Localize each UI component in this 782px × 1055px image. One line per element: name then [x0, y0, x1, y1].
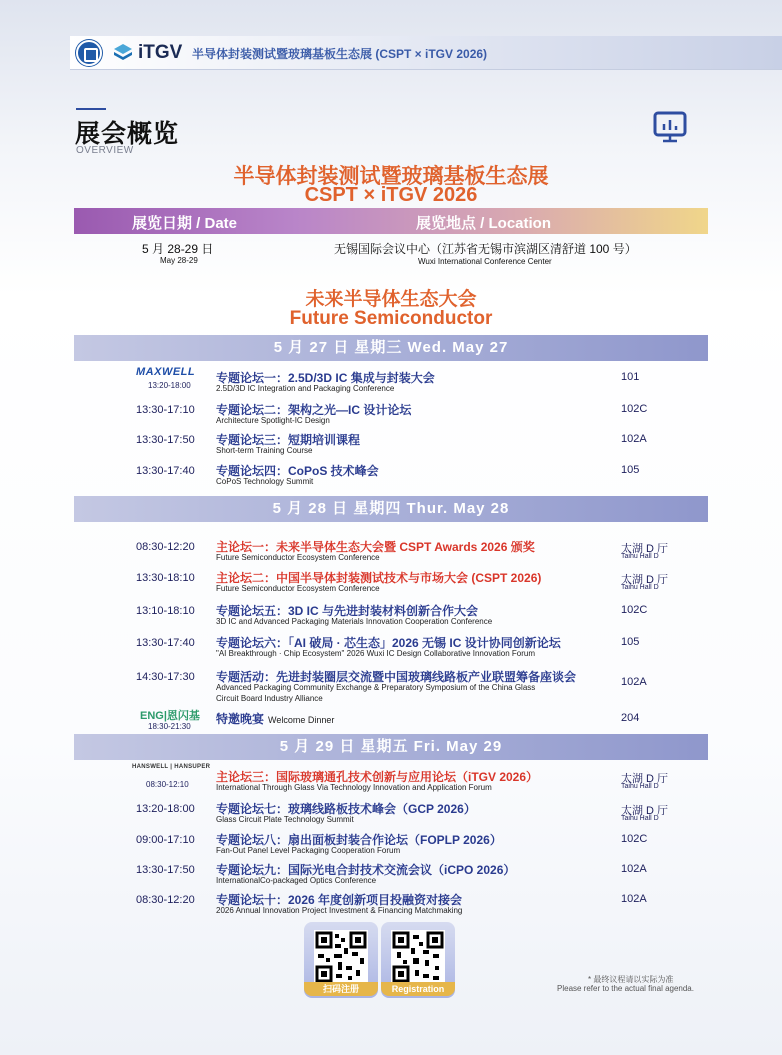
session-room: 太湖 D 厅	[621, 543, 669, 555]
session-title: 主论坛二：中国半导体封装测试技术与市场大会 (CSPT 2026)	[216, 571, 542, 585]
session-room: 101	[621, 371, 640, 383]
session-row	[0, 764, 782, 798]
agenda-note-en: Please refer to the actual final agenda.	[557, 984, 694, 993]
session-time: 08:30-12:20	[136, 541, 195, 553]
session-time: 14:30-17:30	[136, 671, 195, 683]
session-room: 204	[621, 712, 640, 724]
session-title: 专题论坛六：「AI 破局 · 芯生态」2026 无锡 IC 设计协同创新论坛	[216, 636, 561, 650]
overview-subtitle: OVERVIEW	[76, 145, 134, 156]
session-room: 102C	[621, 833, 648, 845]
eng-logo: ENG|恩闪基	[140, 710, 200, 722]
session-subtitle: Short-term Training Course	[216, 446, 313, 455]
session-row	[0, 401, 782, 431]
session-title: 专题论坛三：短期培训课程	[216, 433, 361, 447]
session-subtitle: CoPoS Technology Summit	[216, 477, 314, 486]
date-header: 展览日期 / Date	[132, 215, 238, 232]
session-subtitle: 3D IC and Advanced Packaging Materials Innovation Cooperation Conference	[216, 617, 493, 626]
session-row	[0, 431, 782, 461]
session-room: 105	[621, 636, 640, 648]
qr-card-cn[interactable]	[304, 922, 378, 998]
session-room: 太湖 D 厅	[621, 773, 669, 785]
session-subtitle: Architecture Spotlight-IC Design	[216, 416, 330, 425]
session-title: 主论坛一：未来半导体生态大会暨 CSPT Awards 2026 颁奖	[216, 540, 535, 554]
itgv-logo-text: iTGV	[138, 42, 183, 63]
header-title: 半导体封装测试暨玻璃基板生态展 (CSPT × iTGV 2026)	[192, 47, 488, 61]
exhibition-date-cn: 5 月 28-29 日	[142, 242, 214, 256]
session-row	[0, 634, 782, 664]
session-room: 102C	[621, 604, 648, 616]
session-title: 主论坛三：国际玻璃通孔技术创新与应用论坛（iTGV 2026）	[216, 770, 539, 784]
session-subtitle: Advanced Packaging Community Exchange & Preparatory Symposium of the China Glass	[216, 683, 536, 692]
session-room: 102A	[621, 893, 647, 905]
session-row	[0, 602, 782, 632]
session-row	[0, 538, 782, 568]
session-time: 13:30-17:40	[136, 637, 195, 649]
session-time: 13:30-17:10	[136, 404, 195, 416]
session-time: 13:20-18:00	[136, 803, 195, 815]
maxwell-logo: MAXWELL	[136, 366, 196, 378]
session-time: 13:30-18:10	[136, 572, 195, 584]
session-title: 专题论坛七：玻璃线路板技术峰会（GCP 2026）	[216, 802, 476, 816]
session-room-en: Taihu Hall D	[621, 783, 659, 790]
session-subtitle: International Through Glass Via Technology Innovation and Application Forum	[216, 783, 492, 792]
qr-label-en: Registration	[381, 982, 455, 996]
exhibition-location-en: Wuxi International Conference Center	[418, 257, 552, 266]
session-time: 13:30-17:50	[136, 864, 195, 876]
qr-label-cn: 扫码注册	[304, 982, 378, 996]
session-subtitle-continued: Circuit Board Industry Alliance	[216, 694, 323, 703]
session-time: 08:30-12:10	[146, 780, 189, 789]
date-location-bar	[74, 208, 708, 234]
session-title: 专题论坛十：2026 年度创新项目投融资对接会	[216, 893, 463, 907]
session-time: 09:00-17:10	[136, 834, 195, 846]
exhibition-title-en: CSPT × iTGV 2026	[304, 184, 478, 206]
session-row	[0, 462, 782, 492]
session-time: 13:30-17:40	[136, 465, 195, 477]
session-room: 102C	[621, 403, 648, 415]
exhibition-title-cn: 半导体封装测试暨玻璃基板生态展	[233, 165, 549, 188]
session-title: 专题论坛五：3D IC 与先进封装材料创新合作大会	[216, 604, 479, 618]
session-subtitle: 2.5D/3D IC Integration and Packaging Conference	[216, 384, 395, 393]
qr-card-en[interactable]	[381, 922, 455, 998]
session-time: 13:20-18:00	[148, 381, 191, 390]
session-time: 13:30-17:50	[136, 434, 195, 446]
session-time: 18:30-21:30	[148, 722, 191, 731]
session-room-en: Taihu Hall D	[621, 815, 659, 822]
session-row	[0, 831, 782, 861]
session-subtitle: Fan-Out Panel Level Packaging Cooperation Forum	[216, 846, 401, 855]
session-time: 13:10-18:10	[136, 605, 195, 617]
session-row	[0, 891, 782, 921]
session-time: 08:30-12:20	[136, 894, 195, 906]
session-title: 专题论坛二：架构之光—IC 设计论坛	[216, 403, 412, 417]
session-room: 102A	[621, 863, 647, 875]
day-bar-may-28: 5 月 28 日 星期四 Thur. May 28	[74, 496, 708, 522]
session-subtitle: Glass Circuit Plate Technology Summit	[216, 815, 354, 824]
itgv-logo-icon	[112, 42, 134, 64]
organizer-logo-icon	[76, 40, 102, 66]
summit-title-en: Future Semiconductor	[289, 308, 493, 329]
session-row	[0, 800, 782, 830]
session-subtitle: "AI Breakthrough · Chip Ecosystem" 2026 Wuxi IC Design Collaborative Innovation Forum	[216, 649, 536, 658]
session-row	[0, 569, 782, 599]
session-room: 102A	[621, 676, 647, 688]
session-title: 专题论坛八：扇出面板封装合作论坛（FOPLP 2026）	[216, 833, 502, 847]
session-room: 102A	[621, 433, 647, 445]
exhibition-location-cn: 无锡国际会议中心（江苏省无锡市滨湖区清舒道 100 号）	[334, 242, 637, 256]
exhibition-date-en: May 28-29	[160, 256, 198, 265]
session-room-en: Taihu Hall D	[621, 584, 659, 591]
dinner-title-en: Welcome Dinner	[268, 715, 335, 725]
qr-code-icon	[314, 930, 368, 984]
session-title: 专题论坛一：2.5D/3D IC 集成与封装大会	[216, 371, 435, 385]
session-title: 专题论坛九：国际光电合封技术交流会议（iCPO 2026）	[216, 863, 516, 877]
agenda-note-cn: * 最终议程请以实际为准	[588, 975, 674, 984]
presentation-board-icon	[652, 110, 688, 144]
session-row	[0, 668, 782, 706]
session-title: 专题活动：先进封装圈层交流暨中国玻璃线路板产业联盟筹备座谈会	[216, 670, 577, 684]
session-row	[0, 861, 782, 891]
session-subtitle: InternationalCo-packaged Optics Conference	[216, 876, 377, 885]
overview-title: 展会概览	[75, 120, 180, 148]
session-room: 太湖 D 厅	[621, 805, 669, 817]
session-room: 105	[621, 464, 640, 476]
overview-accent-line	[76, 108, 106, 110]
day-bar-may-27: 5 月 27 日 星期三 Wed. May 27	[74, 335, 708, 361]
location-header: 展览地点 / Location	[416, 215, 552, 232]
session-subtitle: Future Semiconductor Ecosystem Conference	[216, 553, 380, 562]
session-subtitle: Future Semiconductor Ecosystem Conference	[216, 584, 380, 593]
session-row	[0, 366, 782, 399]
session-room-en: Taihu Hall D	[621, 553, 659, 560]
dinner-title-cn: 特邀晚宴	[216, 712, 265, 726]
hanswell-hansuper-logo: HANSWELL | HANSUPER	[132, 764, 211, 770]
summit-title-cn: 未来半导体生态大会	[305, 289, 477, 310]
day-bar-may-29: 5 月 29 日 星期五 Fri. May 29	[74, 734, 708, 760]
session-title: 专题论坛四：CoPoS 技术峰会	[216, 464, 379, 478]
session-subtitle: 2026 Annual Innovation Project Investment & Financing Matchmaking	[216, 906, 463, 915]
session-title	[216, 710, 334, 727]
qr-code-icon	[391, 930, 445, 984]
session-room: 太湖 D 厅	[621, 574, 669, 586]
